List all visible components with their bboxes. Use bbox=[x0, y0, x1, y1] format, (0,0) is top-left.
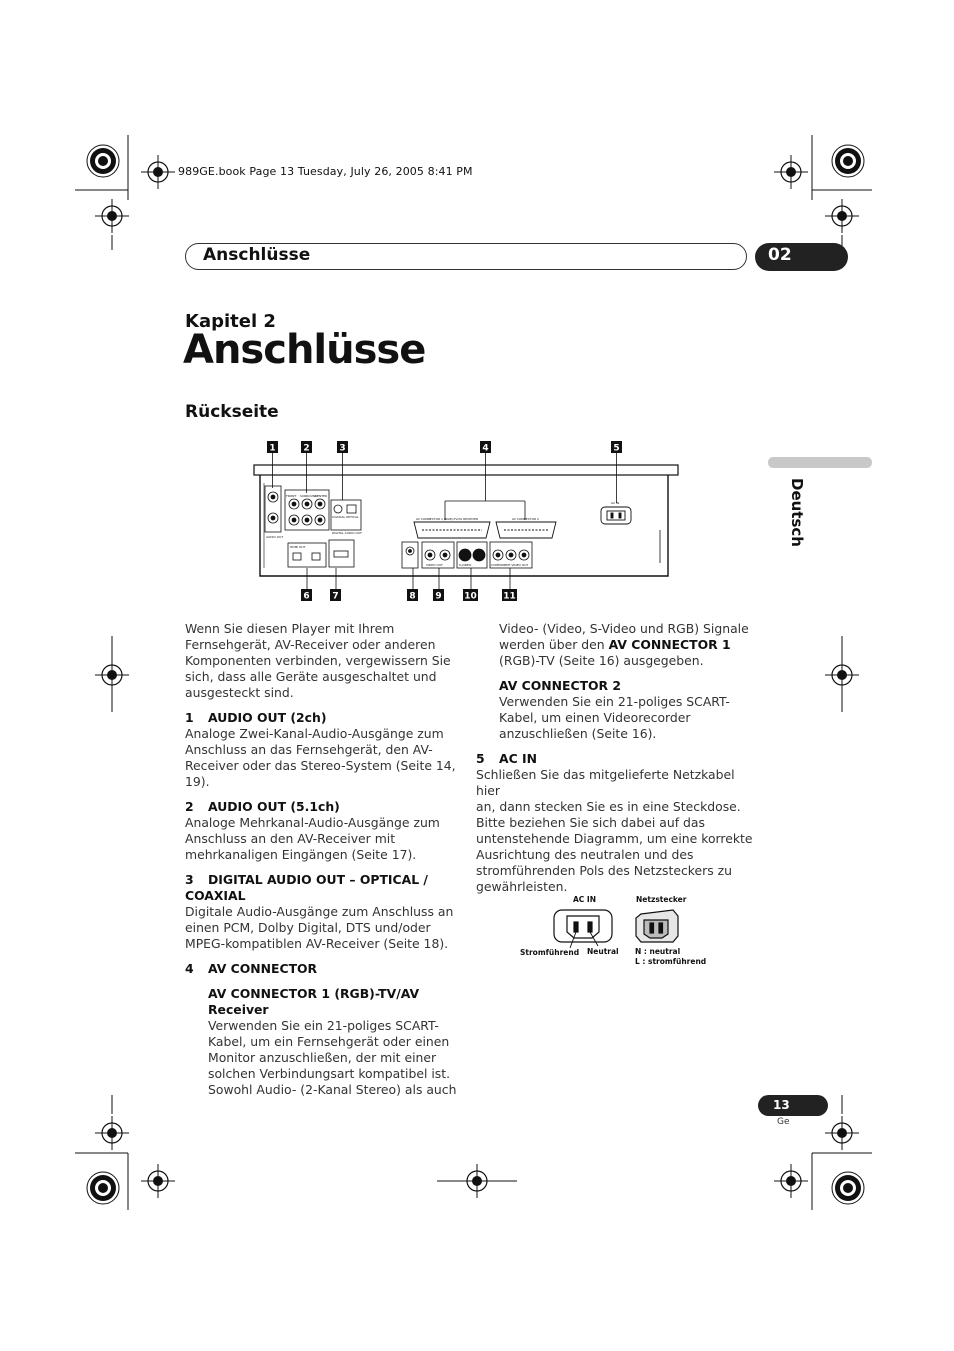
page-lang: Ge bbox=[777, 1117, 790, 1127]
page-number-badge bbox=[758, 1095, 828, 1116]
diagram-label-ac-in: AC IN bbox=[611, 501, 620, 505]
header-title: Anschlüsse bbox=[203, 245, 311, 265]
callout-5: 5 bbox=[613, 443, 620, 454]
rear-panel-diagram bbox=[250, 438, 690, 606]
page-number: 13 bbox=[773, 1098, 790, 1112]
item-5-heading: 5 AC IN bbox=[476, 751, 537, 766]
language-label: Deutsch bbox=[788, 478, 806, 547]
diagram-label-audio-out: AUDIO OUT bbox=[266, 535, 284, 539]
plug-legend-n: N : neutral bbox=[635, 947, 681, 956]
av1-heading: AV CONNECTOR 1 (RGB)-TV/AV bbox=[208, 986, 420, 1001]
chapter-number: 02 bbox=[768, 245, 792, 265]
callout-11: 11 bbox=[503, 591, 516, 602]
item-3-heading: 3 DIGITAL AUDIO OUT – OPTICAL / bbox=[185, 872, 428, 887]
item-1-heading: 1 AUDIO OUT (2ch) bbox=[185, 710, 327, 725]
diagram-label-hdmi: HDMI OUT bbox=[290, 545, 306, 549]
diagram-label-component: COMPONENT VIDEO OUT bbox=[491, 563, 529, 567]
callout-9: 9 bbox=[435, 591, 442, 602]
av2-heading: AV CONNECTOR 2 bbox=[499, 678, 622, 693]
diagram-label-front: FRONT bbox=[286, 494, 297, 498]
diagram-label-surround: SURROUND bbox=[300, 494, 318, 498]
language-tab bbox=[768, 457, 872, 468]
plug-legend-l: L : stromführend bbox=[635, 957, 707, 966]
callout-1: 1 bbox=[269, 443, 276, 454]
diagram-label-digital: DIGITAL AUDIO OUT bbox=[332, 531, 362, 535]
item-4-heading: 4 AV CONNECTOR bbox=[185, 961, 318, 976]
plug-neutral-label: Neutral bbox=[587, 947, 619, 956]
plug-ac-in-label: AC IN bbox=[573, 895, 596, 904]
diagram-label-video: VIDEO OUT bbox=[426, 563, 443, 567]
left-column: Wenn Sie diesen Player mit Ihrem Fernsehgerät, AV-Receiver oder anderen Komponenten verbinden, vergewissern Sie sich, dass alle Geräte ausgeschaltet und ausgesteckt sind. 1 AUDIO OUT (2ch) Analoge Zwei-Kanal-Audio-Ausgänge zum Anschluss an das Fernsehgerät, den AV- Receiver oder das Stereo-System (Seite 14, 19). 2 AUDIO OUT (5.1ch) Analoge Mehrkanal-Audio-Ausgänge zum Anschluss an den AV-Receiver mit mehrkanaligen Eingängen (Seite 17). 3 DIGITAL AUDIO OUT – OPTICAL / COAXIAL Digitale Audio-Ausgänge zum Anschluss an einen PCM, Dolby Digital, DTS und/oder MPEG-kompatiblen AV-Receiver (Seite 18). 4 AV CONNECTOR AV CONNECTOR 1 (RGB)-TV/AV Receiver Verwenden Sie ein 21-poliges SCART- Kabel, um ein Fernsehgerät oder einen Monitor anzuschließen, der mit einer solchen Verbindungsart kompatibel ist. Sowohl Audio- (2-Kanal Stereo) als auch bbox=[185, 621, 460, 1098]
plug-netzstecker-label: Netzstecker bbox=[636, 895, 687, 904]
item-2-heading: 2 AUDIO OUT (5.1ch) bbox=[185, 799, 340, 814]
callout-7: 7 bbox=[332, 591, 339, 602]
diagram-label-av2: AV CONNECTOR 2 bbox=[512, 517, 539, 521]
callout-6: 6 bbox=[303, 591, 310, 602]
callout-2: 2 bbox=[303, 443, 310, 454]
plug-stromfuehrend-label: Stromführend bbox=[520, 948, 580, 957]
callout-3: 3 bbox=[339, 443, 346, 454]
section-title: Rückseite bbox=[185, 402, 279, 422]
book-info: 989GE.book Page 13 Tuesday, July 26, 2005 8:41 PM bbox=[178, 165, 473, 178]
diagram-label-coaxial: COAXIAL bbox=[332, 515, 346, 519]
diagram-label-av1: AV CONNECTOR 1 (RGB)-TV/AV RECEIVER bbox=[416, 517, 479, 521]
diagram-label-center: CENTER bbox=[315, 494, 328, 498]
callout-8: 8 bbox=[409, 591, 416, 602]
right-column: Video- (Video, S-Video und RGB) Signale werden über den AV CONNECTOR 1 (RGB)-TV (Seite 16) ausgegeben. AV CONNECTOR 2 Verwenden Sie ein 21-poliges SCART- Kabel, um einen Videorecorder anzuschließen (Seite 16). 5 AC IN Schließen Sie das mitgelieferte Netzkabel hier an, dann stecken Sie es in eine Steckdose. Bitte beziehen Sie sich dabei auf das untenstehende Diagramm, um eine korrekte Ausrichtung des neutralen und des stromführenden Pols des Netzsteckers zu gewährleisten. bbox=[476, 621, 756, 895]
plug-diagram bbox=[518, 890, 708, 970]
page-title: Anschlüsse bbox=[183, 327, 426, 373]
callout-10: 10 bbox=[464, 591, 477, 602]
diagram-label-svideo: S-VIDEO bbox=[459, 563, 472, 567]
chapter-label: Kapitel 2 bbox=[185, 311, 276, 332]
diagram-label-optical: OPTICAL bbox=[346, 515, 359, 519]
callout-4: 4 bbox=[482, 443, 489, 454]
